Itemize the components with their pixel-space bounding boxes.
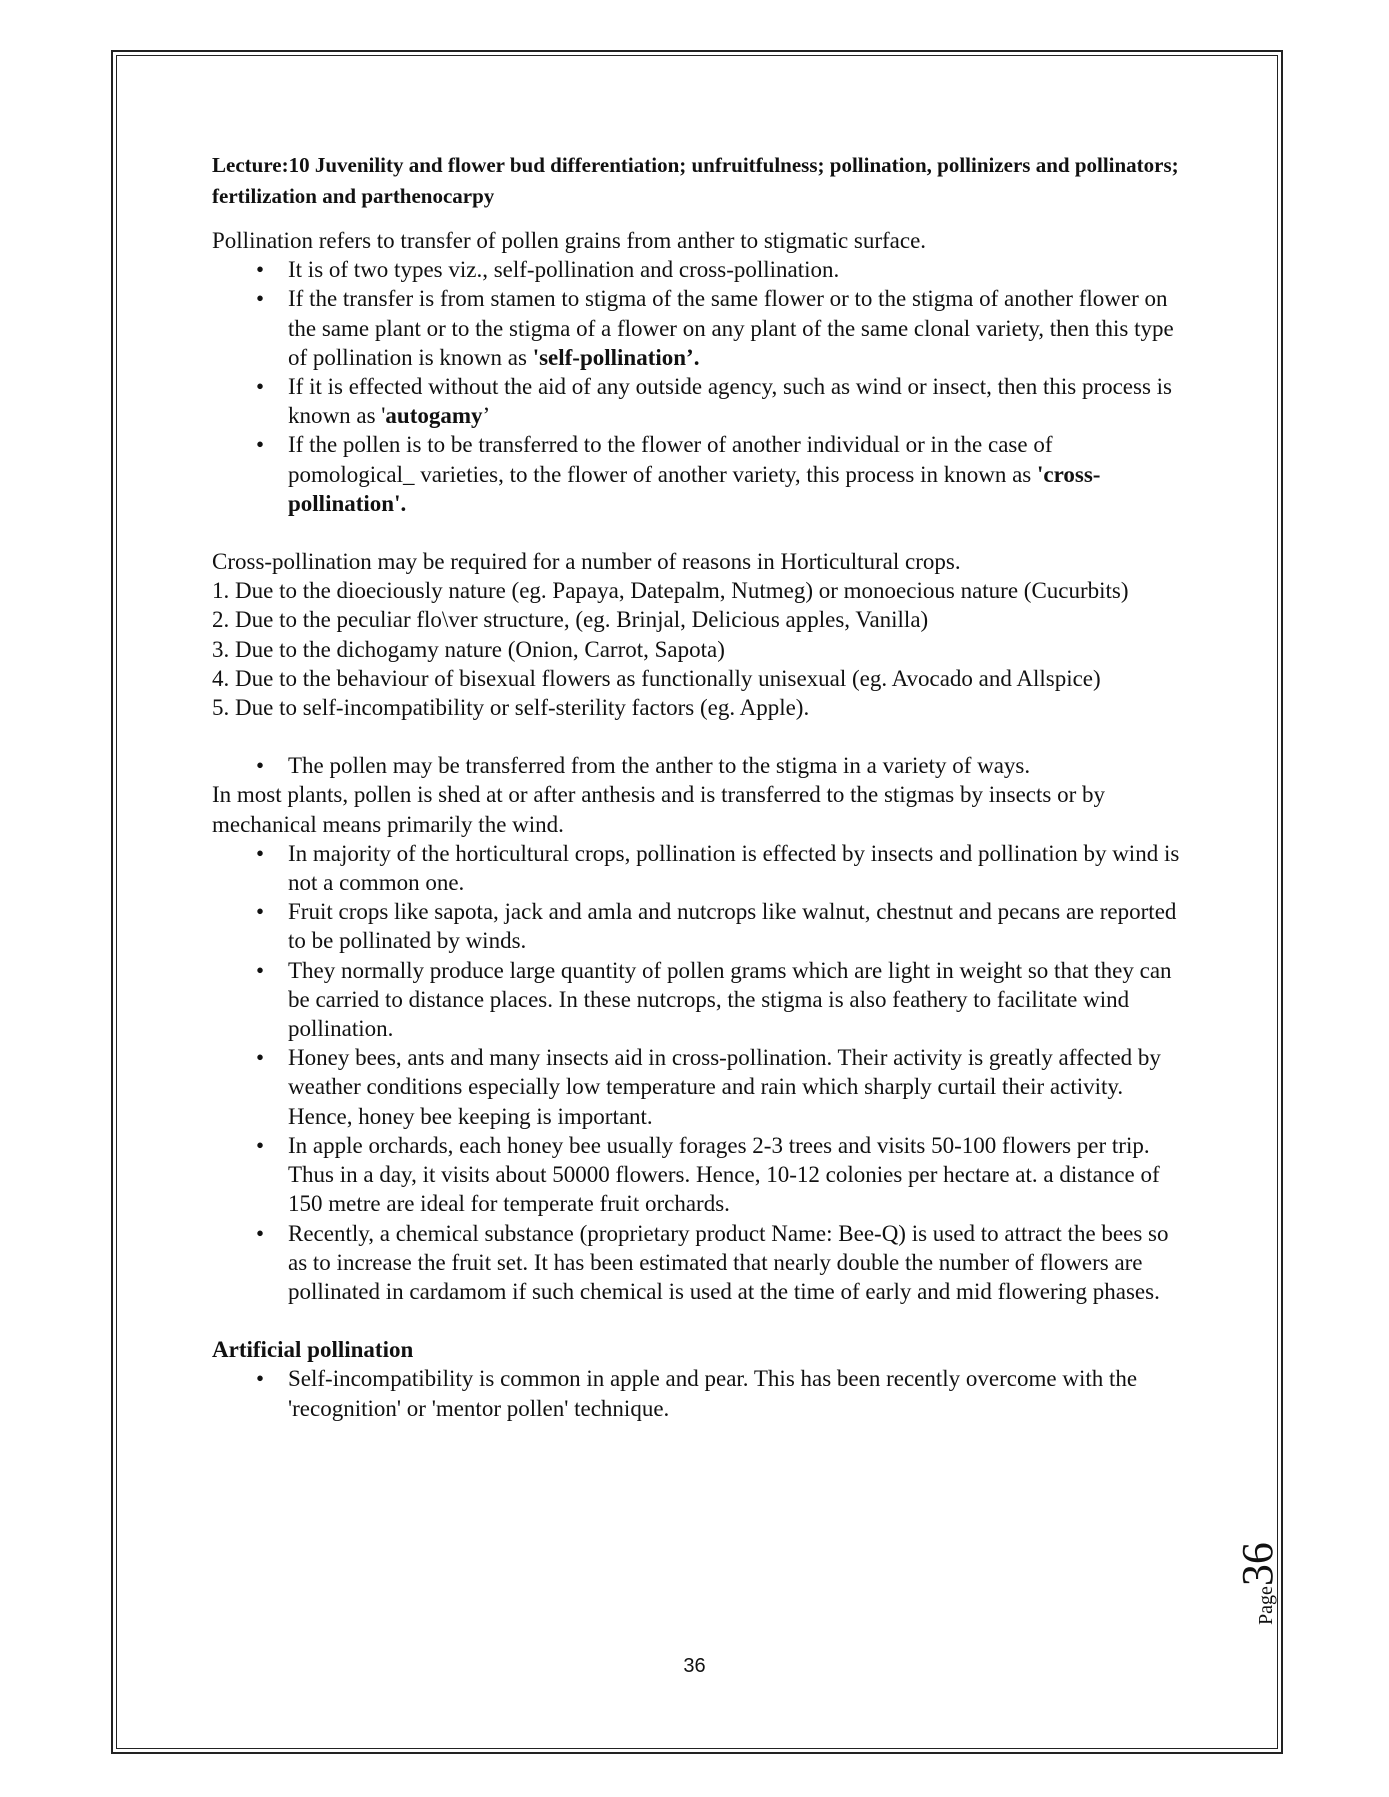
artificial-pollination-title: Artificial pollination: [212, 1337, 414, 1363]
list-item-text: It is of two types viz., self-pollination and cross-pollination.: [288, 257, 840, 283]
list-item: [212, 255, 1182, 284]
list-item: [212, 1219, 1182, 1307]
page-content: [212, 150, 1182, 1423]
list-item-text: If the pollen is to be transferred to the flower of another individual or in the case of pomological_ varieties, to the flower of another variety, this process in known as: [288, 432, 1053, 487]
list-item: [212, 839, 1182, 897]
term-cross-pollination: 'cross-pollination'.: [288, 461, 1101, 516]
list-item-text: Honey bees, ants and many insects aid in cross-pollination. Their activity is greatly affected by weather conditions especially low temperature and rain which sharply curtail their activity. Hence, honey bee keeping is important.: [288, 1045, 1161, 1129]
list-item-text: Self-incompatibility is common in apple and pear. This has been recently overcome with the 'recognition' or 'mentor pollen' technique.: [288, 1366, 1138, 1421]
lecture-heading: Lecture:10 Juvenility and flower bud differentiation; unfruitfulness; pollination, pollinizers and pollinators; fertilization and parthenocarpy: [212, 153, 1179, 208]
pollination-types-list: [212, 255, 1182, 518]
list-item: [212, 956, 1182, 1044]
list-item: [212, 372, 1182, 430]
intro-paragraph: Pollination refers to transfer of pollen grains from anther to stigmatic surface.: [212, 228, 927, 253]
list-item-text: The pollen may be transferred from the anther to the stigma in a variety of ways.: [288, 753, 1031, 779]
list-item-text: Recently, a chemical substance (proprietary product Name: Bee-Q) is used to attract the bees so as to increase the fruit set. It has been estimated that nearly double the number of flowers are pollinated in cardamom if such chemical is used at the time of early and mid flowering phases.: [288, 1220, 1169, 1304]
list-item: [212, 284, 1182, 372]
reason-item: 3. Due to the dichogamy nature (Onion, Carrot, Sapota): [212, 636, 725, 662]
side-page-number: [1232, 1542, 1283, 1625]
side-page-value: 36: [1233, 1542, 1282, 1587]
ways-paragraph: In most plants, pollen is shed at or after anthesis and is transferred to the stigmas by insects or by mechanical means primarily the wind.: [212, 782, 1105, 837]
ways-list: [212, 751, 1182, 780]
side-page-label: Page: [1255, 1586, 1277, 1625]
list-item-text: In apple orchards, each honey bee usually forages 2-3 trees and visits 50-100 flowers per trip. Thus in a day, it visits about 50000 flowers. Hence, 10-12 colonies per hectare at. a distance of 150 metre are ideal for temperate fruit orchards.: [288, 1132, 1160, 1217]
cross-pollination-intro: Cross-pollination may be required for a number of reasons in Horticultural crops.: [212, 549, 961, 575]
list-item: [212, 1364, 1182, 1422]
term-autogamy: autogamy: [385, 403, 483, 429]
term-self-pollination: 'self-pollination’.: [532, 344, 700, 370]
reason-item: 5. Due to self-incompatibility or self-sterility factors (eg. Apple).: [212, 695, 810, 721]
list-item-text: If the transfer is from stamen to stigma of the same flower or to the stigma of another flower on the same plant or to the stigma of a flower on any plant of the same clonal variety, then this type of pollination is known as: [288, 286, 1174, 370]
reason-item: 4. Due to the behaviour of bisexual flowers as functionally unisexual (eg. Avocado and Allspice): [212, 665, 1101, 691]
list-item-text-after: ’: [482, 403, 491, 429]
list-item-text: In majority of the horticultural crops, pollination is effected by insects and pollination by wind is not a common one.: [288, 840, 1180, 896]
list-item-text: They normally produce large quantity of pollen grams which are light in weight so that they can be carried to distance places. In these nutcrops, the stigma is also feathery to facilitate wind pollination.: [288, 957, 1172, 1042]
list-item-text: If it is effected without the aid of any outside agency, such as wind or insect, then this process is known as ': [288, 374, 1173, 429]
list-item: [212, 1043, 1182, 1131]
list-item-text: Fruit crops like sapota, jack and amla and nutcrops like walnut, chestnut and pecans are reported to be pollinated by winds.: [288, 899, 1177, 954]
reason-item: 2. Due to the peculiar flo\ver structure, (eg. Brinjal, Delicious apples, Vanilla): [212, 607, 929, 633]
list-item: [212, 1131, 1182, 1219]
list-item: [212, 897, 1182, 955]
list-item: [212, 751, 1182, 780]
reason-item: 1. Due to the dioeciously nature (eg. Papaya, Datepalm, Nutmeg) or monoecious nature (Cucurbits): [212, 578, 1129, 604]
pollination-agents-list: [212, 839, 1182, 1306]
artificial-pollination-list: [212, 1364, 1182, 1422]
list-item: [212, 430, 1182, 518]
footer-page-number: 36: [683, 1655, 706, 1677]
